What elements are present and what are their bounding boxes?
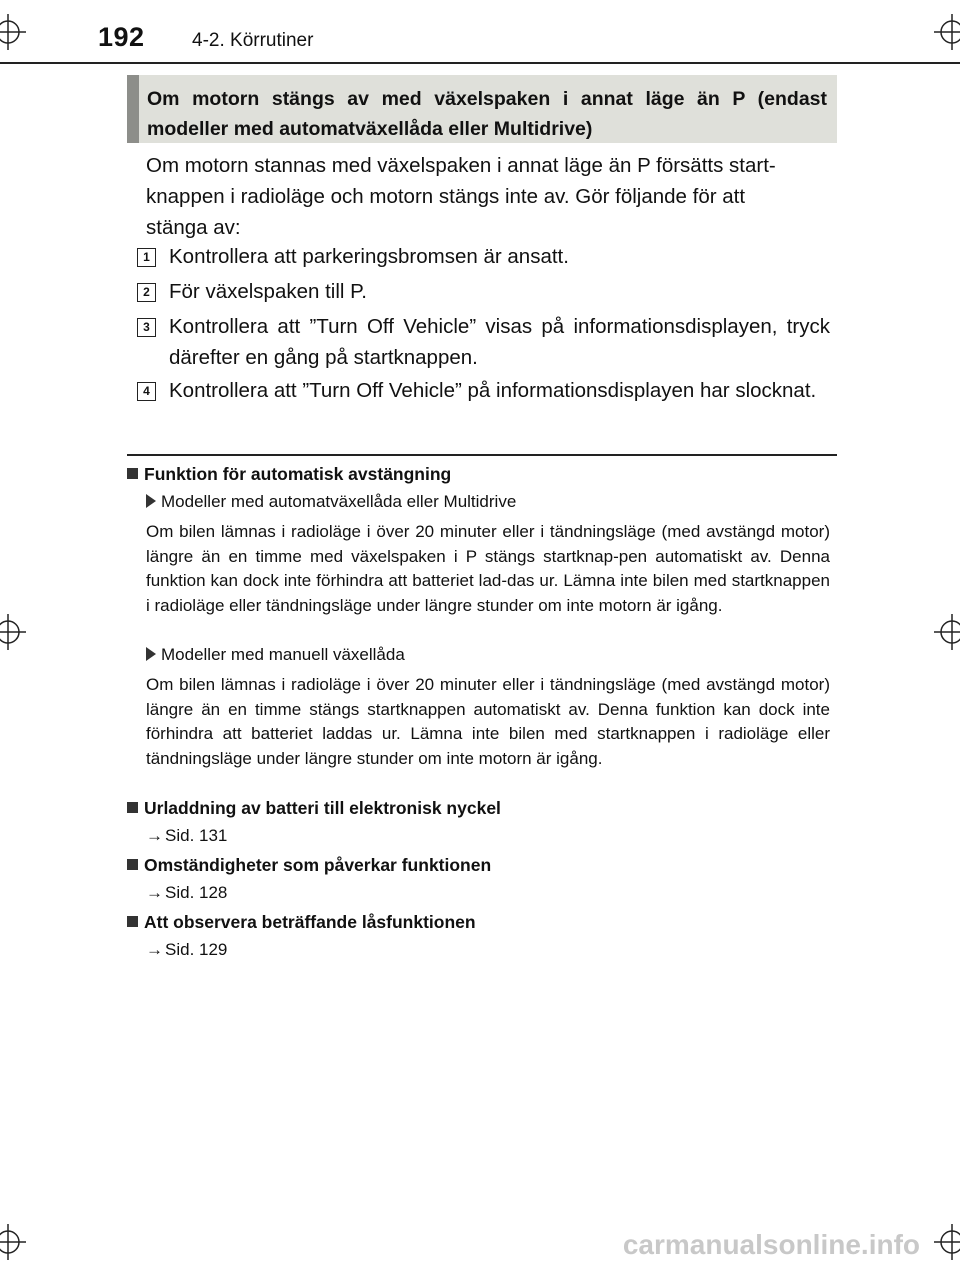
info-heading	[127, 798, 501, 819]
step-text: Kontrollera att ”Turn Off Vehicle” på informationsdisplayen har slocknat.	[169, 379, 817, 402]
paragraph: Om bilen lämnas i radioläge i över 20 minuter eller i tändningsläge (med avstängd motor) längre än en timme med växelspaken i P stängs startknap-pen automatiskt av. Denna funktion kan dock inte förhindra att batteriet lad-das ur. Lämna inte bilen med startknappen i radioläge eller tändningsläge under längre stunder om inte motorn är igång.	[146, 522, 830, 615]
sub-heading	[146, 645, 405, 665]
triangle-bullet-icon	[146, 647, 156, 661]
info-heading-label: Omständigheter som påverkar funktionen	[144, 855, 492, 875]
registration-mark-icon	[934, 14, 960, 50]
info-heading-label: Att observera beträffande låsfunktionen	[144, 912, 476, 932]
page-reference	[146, 826, 227, 846]
registration-mark-icon	[934, 1224, 960, 1260]
step-number-badge: 3	[137, 318, 156, 337]
square-bullet-icon	[127, 859, 138, 870]
section-divider	[127, 454, 837, 456]
registration-mark-icon	[934, 614, 960, 650]
header-divider	[0, 62, 960, 64]
intro-line-3: stänga av:	[146, 216, 241, 239]
info-heading	[127, 912, 476, 933]
page-reference-label: Sid. 129	[165, 940, 228, 959]
arrow-right-icon: →	[146, 883, 163, 902]
triangle-bullet-icon	[146, 494, 156, 508]
watermark: carmanualsonline.info	[622, 1229, 920, 1260]
step-number-badge: 1	[137, 248, 156, 267]
info-heading-label: Funktion för automatisk avstängning	[144, 464, 452, 484]
square-bullet-icon	[127, 916, 138, 927]
intro-line-2: knappen i radioläge och motorn stängs inte av. Gör följande för att	[146, 185, 746, 208]
registration-mark-icon	[0, 614, 26, 650]
page-reference-label: Sid. 131	[165, 826, 228, 845]
arrow-right-icon: →	[146, 826, 163, 845]
step-text: Kontrollera att ”Turn Off Vehicle” visas på informationsdisplayen, tryck därefter en gång på startknappen.	[169, 315, 830, 369]
page-reference-label: Sid. 128	[165, 883, 228, 902]
arrow-right-icon: →	[146, 940, 163, 959]
registration-mark-icon	[0, 1224, 26, 1260]
square-bullet-icon	[127, 468, 138, 479]
info-heading-label: Urladdning av batteri till elektronisk nyckel	[144, 798, 501, 818]
registration-mark-icon	[0, 14, 26, 50]
step-number-badge: 4	[137, 382, 156, 401]
step-text: Kontrollera att parkeringsbromsen är ansatt.	[169, 245, 569, 268]
square-bullet-icon	[127, 802, 138, 813]
step-text: För växelspaken till P.	[169, 280, 367, 303]
info-heading	[127, 855, 491, 876]
sub-heading	[146, 492, 516, 512]
step-number-badge: 2	[137, 283, 156, 302]
intro-line-1: Om motorn stannas med växelspaken i annat läge än P försätts start-	[146, 154, 776, 177]
section-title-box: Om motorn stängs av med växelspaken i annat läge än P (endast modeller med automatväxellåda eller Multidrive)	[127, 75, 837, 143]
page-reference	[146, 883, 227, 903]
sub-heading-label: Modeller med manuell växellåda	[161, 645, 405, 664]
sub-heading-label: Modeller med automatväxellåda eller Multidrive	[161, 492, 517, 511]
chapter-title: 4-2. Körrutiner	[192, 30, 314, 51]
paragraph: Om bilen lämnas i radioläge i över 20 minuter eller i tändningsläge (med avstängd motor) längre än en timme stängs startknappen automatiskt av. Denna funktion kan dock inte förhindra att batteriet laddas ur. Lämna inte bilen med startknappen i radioläge eller tändningsläge under längre stunder om inte motorn är igång.	[146, 675, 830, 768]
info-heading	[127, 464, 451, 485]
page-reference	[146, 940, 227, 960]
page-number: 192	[98, 22, 145, 52]
